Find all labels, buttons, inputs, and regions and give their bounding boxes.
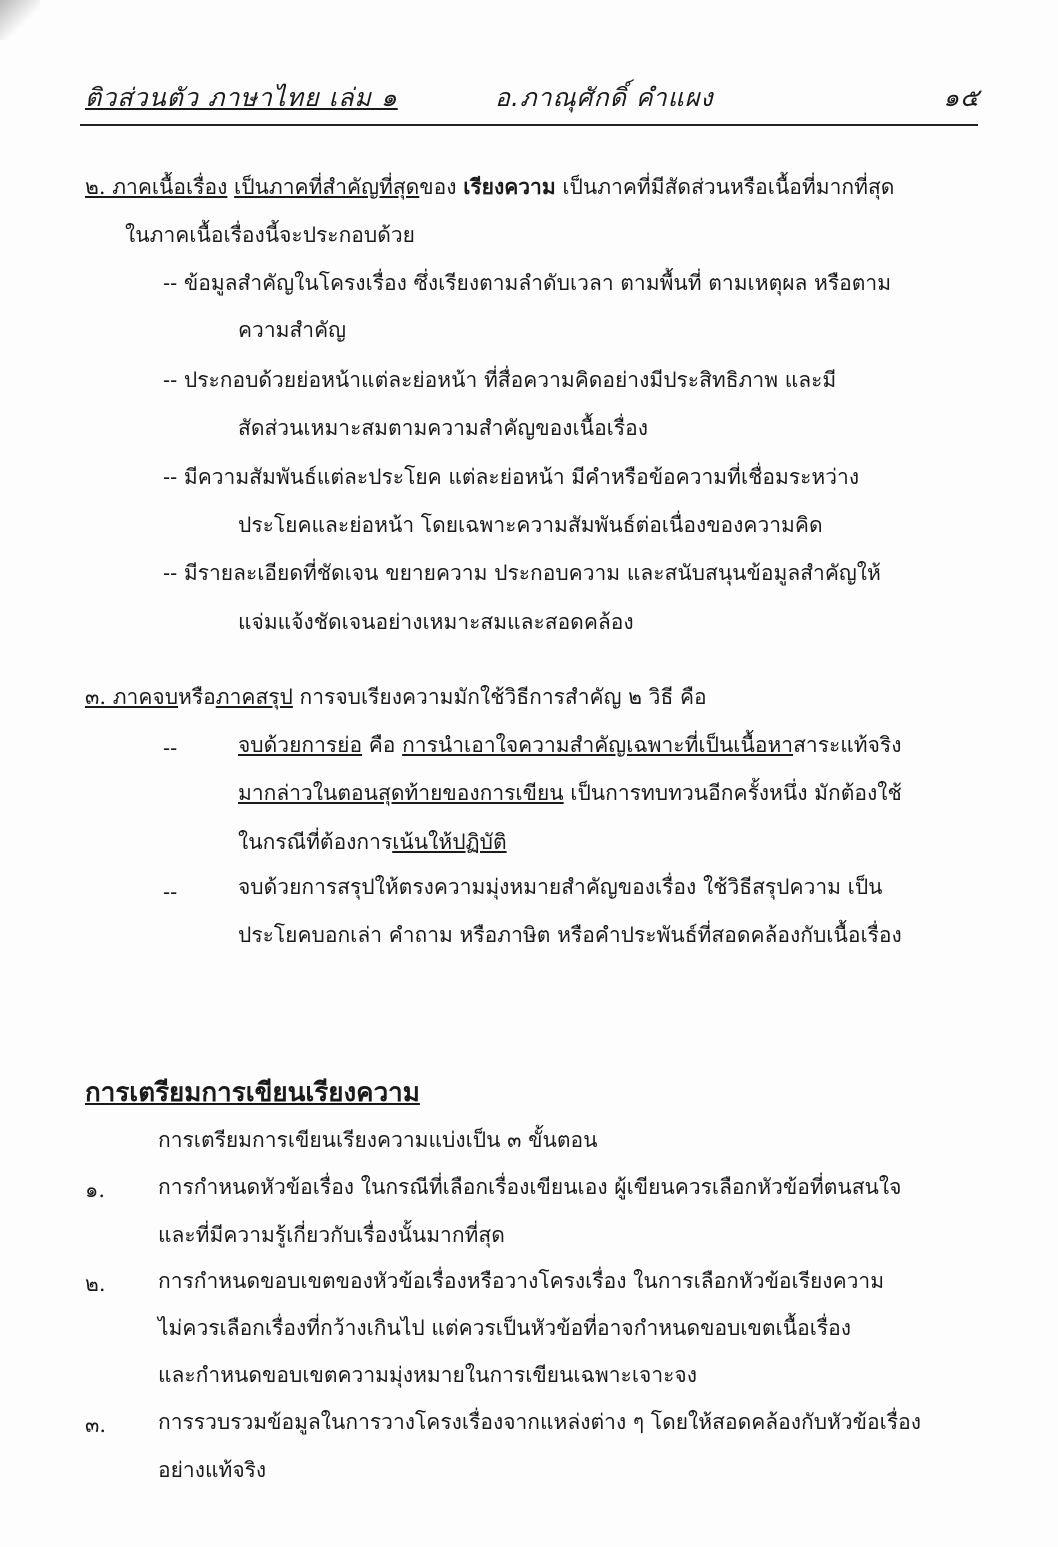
text-segment: -- ข้อมูลสำคัญในโครงเรื่อง ซึ่งเรียงตามลำดับเวลา ตามพื้นที่ ตามเหตุผล หรือตาม: [163, 271, 892, 295]
text-line: [238, 730, 901, 760]
text-line: [238, 872, 883, 902]
page-number: ๑๕: [943, 83, 980, 112]
text-segment: การจบเรียงความมักใช้วิธีการสำคัญ ๒ วิธี คือ: [292, 685, 707, 709]
text-line: [238, 920, 902, 950]
text-segment: --: [163, 736, 178, 760]
text-line: [85, 682, 707, 712]
text-line: [238, 315, 346, 345]
underlined-text: ภาคสรุป: [215, 685, 293, 709]
text-line: [163, 558, 881, 588]
underlined-text: มากล่าวในตอนสุดท้ายของการเขียน: [238, 781, 564, 805]
preparation-heading: การเตรียมการเขียนเรียงความ: [85, 1078, 420, 1108]
text-segment: ความสำคัญ: [238, 318, 347, 342]
text-segment: -- ประกอบด้วยย่อหน้าแต่ละย่อหน้า ที่สื่อความคิดอย่างมีประสิทธิภาพ และมี: [163, 368, 837, 392]
step-text-line: และกำหนดขอบเขตความมุ่งหมายในการเขียนเฉพาะเจาะจง: [158, 1363, 697, 1387]
text-line: [238, 778, 902, 808]
text-line: [163, 462, 859, 492]
text-segment: สัดส่วนเหมาะสมตามความสำคัญของเนื้อเรื่อง: [238, 416, 649, 440]
text-line: [163, 877, 177, 907]
text-line: [238, 413, 648, 443]
text-line: [163, 365, 836, 395]
step-number: ๒.: [85, 1272, 106, 1296]
underlined-text: ๒. ภาคเนื้อเรื่อง: [85, 175, 228, 199]
header-rule: [80, 124, 978, 126]
text-line: [238, 510, 823, 540]
text-segment: ของ: [419, 175, 464, 199]
step-text-line: ไม่ควรเลือกเรื่องที่กว้างเกินไป แต่ควรเป็นหัวข้อที่อาจกำหนดขอบเขตเนื้อเรื่อง: [158, 1316, 852, 1340]
text-segment: ในกรณีที่ต้องการ: [238, 830, 393, 854]
underlined-text: เน้นให้ปฏิบัติ: [392, 830, 507, 854]
text-segment: ในภาคเนื้อเรื่องนี้จะประกอบด้วย: [125, 223, 415, 247]
header-author: อ.ภาณุศักดิ์ คำแผง: [495, 83, 714, 112]
text-segment: ประโยคบอกเล่า คำถาม หรือภาษิต หรือคำประพันธ์ที่สอดคล้องกับเนื้อเรื่อง: [238, 923, 902, 947]
text-segment: คือ: [362, 733, 403, 757]
preparation-intro: การเตรียมการเขียนเรียงความแบ่งเป็น ๓ ขั้นตอน: [158, 1128, 598, 1152]
page-header: [85, 78, 980, 118]
text-segment: ประโยคและย่อหน้า โดยเฉพาะความสัมพันธ์ต่อเนื่องของความคิด: [238, 513, 823, 537]
text-segment: เป็นการทบทวนอีกครั้งหนึ่ง มักต้องใช้: [563, 781, 902, 805]
text-segment: --: [163, 880, 178, 904]
text-segment: สาระแท้จริง: [793, 733, 902, 757]
text-segment: -- มีรายละเอียดที่ชัดเจน ขยายความ ประกอบความ และสนับสนุนข้อมูลสำคัญให้: [163, 561, 881, 585]
text-line: [163, 268, 891, 298]
text-segment: แจ่มแจ้งชัดเจนอย่างเหมาะสมและสอดคล้อง: [238, 610, 634, 634]
header-title: ติวส่วนตัว ภาษาไทย เล่ม ๑: [85, 83, 398, 112]
step-text-line: อย่างแท้จริง: [158, 1458, 267, 1482]
step-text-line: การกำหนดหัวข้อเรื่อง ในกรณีที่เลือกเรื่องเขียนเอง ผู้เขียนควรเลือกหัวข้อที่ตนสนใจ: [158, 1175, 902, 1199]
underlined-text: จบด้วยการย่อ: [238, 733, 363, 757]
text-line: [85, 172, 894, 202]
step-text-line: การรวบรวมข้อมูลในการวางโครงเรื่องจากแหล่งต่าง ๆ โดยให้สอดคล้องกับหัวข้อเรื่อง: [158, 1410, 921, 1434]
underlined-text: การนำเอาใจความสำคัญเฉพาะที่เป็นเนื้อหา: [402, 733, 794, 757]
bold-text: เรียงความ: [463, 174, 556, 199]
scan-corner-shadow: [0, 0, 40, 40]
underlined-text: เป็นภาคที่สำคัญที่สุด: [234, 175, 420, 199]
step-text-line: การกำหนดขอบเขตของหัวข้อเรื่องหรือวางโครงเรื่อง ในการเลือกหัวข้อเรียงความ: [158, 1269, 885, 1293]
step-number: ๓.: [85, 1413, 107, 1437]
text-line: [125, 220, 415, 250]
underlined-text: ๓. ภาคจบ: [85, 685, 179, 709]
text-segment: จบด้วยการสรุปให้ตรงความมุ่งหมายสำคัญของเรื่อง ใช้วิธีสรุปความ เป็น: [238, 875, 883, 899]
text-line: [238, 827, 507, 857]
text-segment: หรือ: [178, 685, 216, 709]
text-line: [163, 733, 177, 763]
text-segment: เป็นภาคที่มีสัดส่วนหรือเนื้อที่มากที่สุด: [555, 175, 895, 199]
step-number: ๑.: [85, 1178, 106, 1202]
text-line: [238, 607, 634, 637]
text-segment: -- มีความสัมพันธ์แต่ละประโยค แต่ละย่อหน้า มีคำหรือข้อความที่เชื่อมระหว่าง: [163, 465, 860, 489]
step-text-line: และที่มีความรู้เกี่ยวกับเรื่องนั้นมากที่สุด: [158, 1223, 505, 1247]
